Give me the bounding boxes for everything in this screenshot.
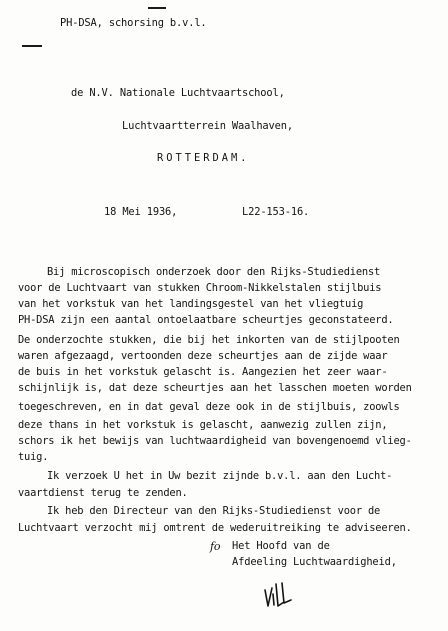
body-line: Bij microscopisch onderzoek door den Rijks-Studiedienst: [47, 266, 381, 278]
body-line: de buis in het vorkstuk gelascht is. Aangezien het zeer waar-: [18, 366, 388, 378]
address-line-2: Luchtvaartterrein Waalhaven,: [122, 120, 293, 132]
reference-number: L22-153-16.: [242, 206, 310, 218]
body-line: deze thans in het vorkstuk is gelascht, aanwezig zullen zijn,: [18, 419, 388, 431]
address-city: ROTTERDAM.: [157, 152, 250, 164]
address-line-1: de N.V. Nationale Luchtvaartschool,: [71, 87, 285, 99]
body-line: De onderzochte stukken, die bij het inkorten van de stijlpooten: [18, 334, 400, 346]
signature-initials: [262, 580, 296, 610]
header-reference: PH-DSA, schorsing b.v.l.: [60, 17, 207, 29]
body-line: PH-DSA zijn een aantal ontoelaatbare scheurtjes geconstateerd.: [18, 314, 394, 326]
closing-line-2: Afdeeling Luchtwaardigheid,: [232, 556, 397, 568]
closing-line-1: Het Hoofd van de: [232, 540, 330, 552]
body-line: Ik heb den Directeur van den Rijks-Studiedienst voor de: [47, 505, 381, 517]
body-line: schijnlijk is, dat deze scheurtjes aan het lasschen moeten worden: [18, 382, 412, 394]
body-line: van het vorkstuk van het landingsgestel van het vliegtuig: [18, 298, 364, 310]
body-line: waren afgezaagd, vertoonden deze scheurtjes aan de zijde waar: [18, 350, 388, 362]
header-rule-left: [22, 45, 42, 47]
body-line: toegeschreven, en in dat geval deze ook in de stijlbuis, zoowls: [18, 401, 400, 413]
body-line: Luchtvaart verzocht mij omtrent de wederuitreiking te adviseeren.: [18, 522, 412, 534]
body-line: schors ik het bewijs van luchtwaardigheid van bovengenoemd vlieg-: [18, 435, 412, 447]
body-line: vaartdienst terug te zenden.: [18, 487, 188, 499]
letter-date: 18 Mei 1936,: [104, 206, 178, 218]
body-line: tuig.: [18, 451, 49, 463]
closing-prefix: fo: [210, 540, 221, 553]
body-line: voor de Luchtvaart van stukken Chroom-Nikkelstalen stijlbuis: [18, 282, 382, 294]
body-line: Ik verzoek U het in Uw bezit zijnde b.v.l. aan den Lucht-: [47, 470, 393, 482]
header-rule-top: [148, 7, 166, 9]
